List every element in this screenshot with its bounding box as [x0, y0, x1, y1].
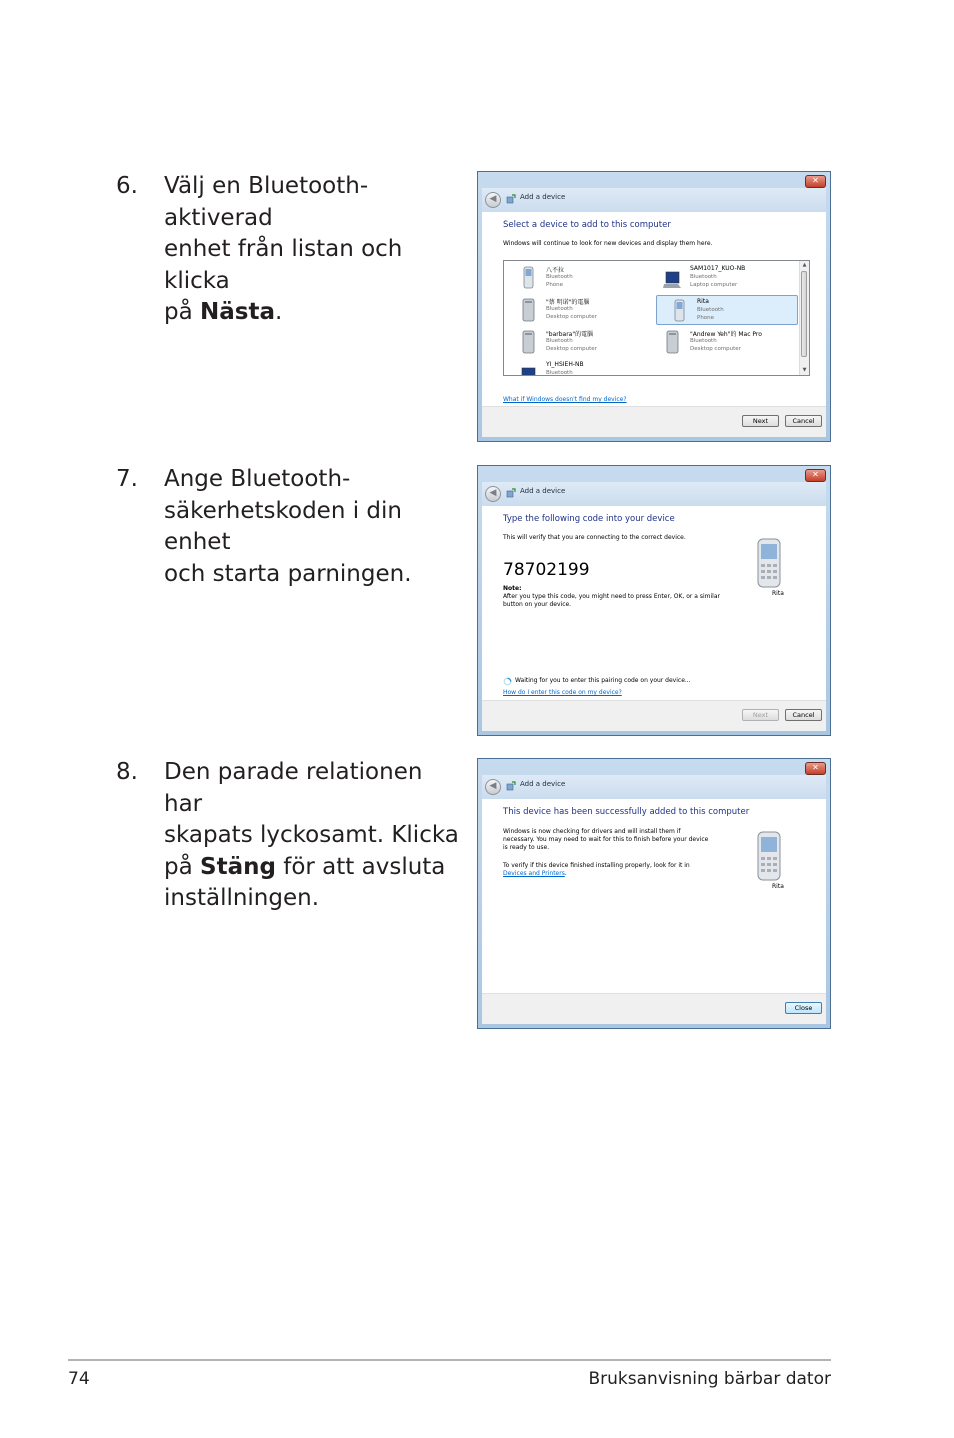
cancel-button[interactable]: Cancel — [785, 415, 822, 427]
dialog-footer — [482, 406, 826, 437]
list-scrollbar[interactable] — [799, 261, 809, 375]
status-text: is ready to use. — [503, 844, 550, 851]
step-number: 7. — [116, 466, 138, 492]
dialog-title: Add a device — [520, 193, 566, 201]
step-number: 6. — [116, 173, 138, 199]
dialog-subtext: This will verify that you are connecting to the correct device. — [503, 534, 686, 541]
step-number: 8. — [116, 759, 138, 785]
dialog-body — [482, 506, 826, 701]
waiting-status: Waiting for you to enter this pairing code on your device... — [515, 677, 691, 684]
list-item[interactable]: "Andrew Yeh"的 Mac Pro Bluetooth Desktop computer — [650, 327, 790, 357]
list-item[interactable]: 八不拉 Bluetooth Phone — [506, 263, 646, 293]
dialog-heading: This device has been successfully added to this computer — [503, 807, 750, 817]
close-window-button[interactable]: ✕ — [805, 175, 826, 188]
laptop-icon — [518, 362, 538, 376]
dialog-body: This device has been successfully added to this computer Windows is now checking for drivers and will install them if necessary. You may need to wait for this to finish before your device is ready to use. To verify if this device finished installing properly, look for it in Devices and Printers. Rita — [482, 799, 826, 994]
scroll-thumb[interactable] — [801, 271, 807, 357]
add-device-dialog-code — [477, 465, 831, 736]
note-label: Note: — [503, 585, 522, 592]
dialog-footer — [482, 993, 826, 1024]
phone-icon — [756, 831, 782, 881]
scroll-up-icon[interactable]: ▲ — [802, 262, 807, 268]
list-item[interactable]: SAM1017_KUO-NB Bluetooth Laptop computer — [650, 263, 790, 293]
status-text: necessary. You may need to wait for this to finish before your device — [503, 836, 709, 843]
dialog-footer — [482, 700, 826, 731]
desktop-tower-icon — [518, 330, 538, 354]
devices-and-printers-link[interactable]: Devices and Printers — [503, 870, 565, 877]
step-text: Välj en Bluetooth-aktiverad enhet från listan och klicka på Nästa. — [164, 173, 403, 325]
add-device-icon — [506, 781, 516, 791]
step-text: Ange Bluetooth- säkerhetskoden i din enhet och starta parningen. — [164, 466, 412, 587]
list-item[interactable]: "蔡 明诺"的電腦 Bluetooth Desktop computer — [506, 295, 646, 325]
next-button[interactable]: Next — [742, 709, 779, 721]
help-link[interactable]: What if Windows doesn't find my device? — [503, 396, 627, 403]
device-name: Rita — [772, 590, 784, 597]
back-arrow-icon[interactable]: ◀ — [485, 779, 501, 795]
phone-icon — [518, 266, 538, 290]
footer-divider — [68, 1359, 831, 1361]
laptop-icon — [662, 266, 682, 290]
page-number: 74 — [68, 1369, 90, 1389]
device-name: Rita — [772, 883, 784, 890]
device-list[interactable] — [503, 260, 810, 376]
phone-icon — [756, 538, 782, 588]
dialog-header — [482, 482, 826, 506]
dialog-heading: Select a device to add to this computer — [503, 220, 671, 230]
close-window-button[interactable]: ✕ — [805, 469, 826, 482]
add-device-icon — [506, 194, 516, 204]
desktop-tower-icon — [518, 298, 538, 322]
step-text: Den parade relationen har skapats lyckosamt. Klicka på Stäng för att avsluta inställningen. — [164, 759, 459, 911]
list-item-selected[interactable]: Rita Bluetooth Phone — [656, 295, 798, 325]
back-arrow-icon[interactable]: ◀ — [485, 192, 501, 208]
dialog-header — [482, 775, 826, 799]
close-button[interactable]: Close — [785, 1002, 822, 1014]
document-title: Bruksanvisning bärbar dator — [588, 1369, 831, 1389]
add-device-dialog-select — [477, 171, 831, 442]
dialog-title: Add a device — [520, 487, 566, 495]
note-text: After you type this code, you might need to press Enter, OK, or a similar — [503, 593, 720, 600]
desktop-tower-icon — [662, 330, 682, 354]
phone-icon — [669, 299, 689, 323]
list-item[interactable]: "barbara"的電腦 Bluetooth Desktop computer — [506, 327, 646, 357]
back-arrow-icon[interactable]: ◀ — [485, 486, 501, 502]
list-item[interactable]: YI_HSIEH-NB Bluetooth — [506, 359, 646, 376]
busy-spinner-icon — [503, 677, 512, 686]
dialog-subtext: Windows will continue to look for new devices and display them here. — [503, 240, 713, 247]
help-link[interactable]: How do I enter this code on my device? — [503, 689, 622, 696]
cancel-button[interactable]: Cancel — [785, 709, 822, 721]
dialog-title: Add a device — [520, 780, 566, 788]
verify-text: To verify if this device finished installing properly, look for it in — [503, 862, 690, 869]
close-window-button[interactable]: ✕ — [805, 762, 826, 775]
dialog-header — [482, 188, 826, 212]
dialog-body — [482, 212, 826, 407]
note-text: button on your device. — [503, 601, 572, 608]
scroll-down-icon[interactable]: ▼ — [802, 367, 807, 373]
next-button[interactable]: Next — [742, 415, 779, 427]
pairing-code: 78702199 — [503, 560, 590, 580]
add-device-dialog-success — [477, 758, 831, 1029]
add-device-icon — [506, 488, 516, 498]
dialog-heading: Type the following code into your device — [503, 514, 675, 524]
status-text: Windows is now checking for drivers and will install them if — [503, 828, 681, 835]
